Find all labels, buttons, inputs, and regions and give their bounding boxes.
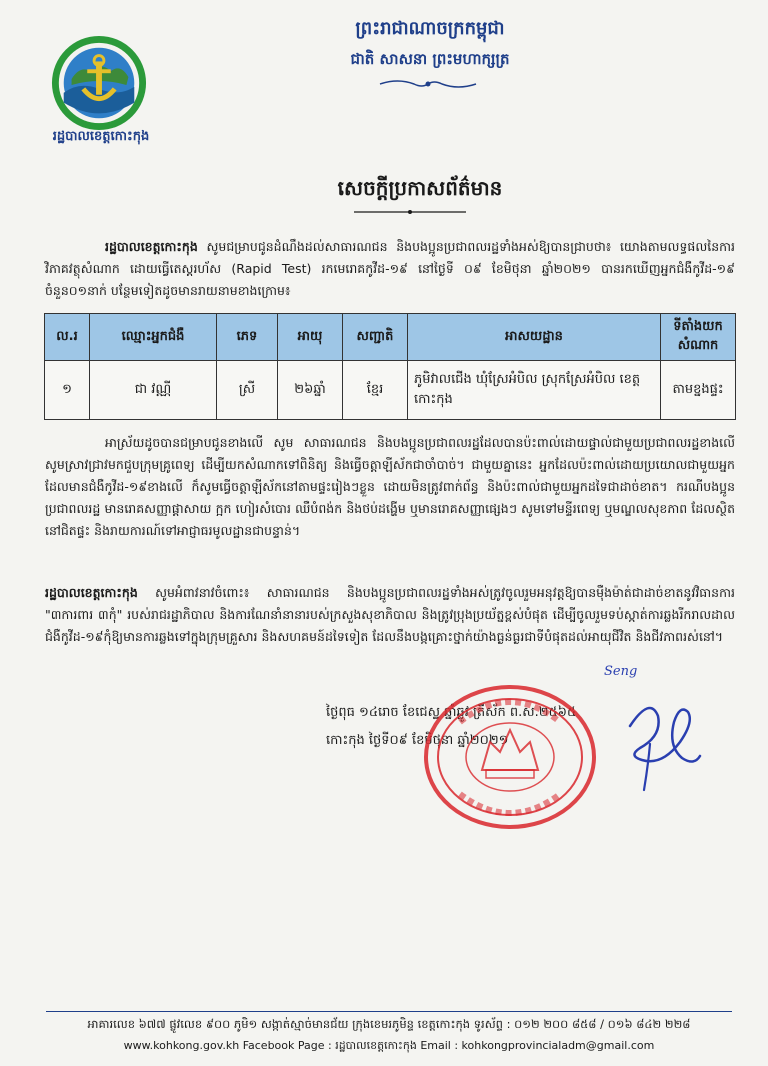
appeal-text: សូមអំពាវនាវចំពោះ៖ សាធារណជន និងបងប្អូនប្រជាពលរដ្ឋទាំងអស់ត្រូវចូលរួមអនុវត្តឱ្យបានម៉ឺងម៉ាត់ជាដាច់ខាតនូវវិធានការ "៣ការពារ ៣កុំ" របស់រាជរដ្ឋាភិបាល និងការណែនាំនានារបស់ក្រសួងសុខាភិបាល និងត្រូវប្រុងប្រយ័ត្នខ្ពស់បំផុត ដើម្បីចូលរួមទប់ស្កាត់ការឆ្លងរីករាលដាលជំងឺកូវីដ-១៩កុំឱ្យមានការឆ្លងទៅក្នុងក្រុមគ្រួសារ និងសហគមន៍ដទៃទៀត ដែលនឹងបង្កគ្រោះថ្នាក់យ៉ាងធ្ងន់ធ្ងរជាទីបំផុតដល់អាយុជីវិត និងជីវភាពរស់នៅ។: [45, 585, 735, 644]
column-header: ទីតាំងយកសំណាក: [661, 314, 736, 361]
column-header: សញ្ជាតិ: [343, 314, 408, 361]
table-cell: ជា វណ្ណី: [90, 361, 217, 420]
organization-name: រដ្ឋបាលខេត្តកោះកុង: [52, 129, 150, 144]
column-header: ល.រ: [45, 314, 90, 361]
table-cell: ស្រី: [217, 361, 278, 420]
signature-icon: [610, 686, 705, 796]
table-cell: តាមខ្នងផ្ទះ: [661, 361, 736, 420]
footer-contact: www.kohkong.gov.kh Facebook Page : រដ្ឋបាលខេត្តកោះកុង Email : kohkongprovincialadm@gmail.com: [123, 1039, 655, 1052]
table-cell: ១: [45, 361, 90, 420]
column-header: អាយុ: [278, 314, 343, 361]
table-cell: ខ្មែរ: [343, 361, 408, 420]
lunar-date: ថ្ងៃពុធ ១៤រោច ខែជេស្ឋ ឆ្នាំឆ្លូវ ត្រីស័ក ព.ស.២៥៦៥: [326, 705, 577, 720]
appeal-paragraph: [45, 582, 735, 648]
table-row: [45, 361, 736, 420]
ornament-divider-icon: [378, 76, 478, 92]
intro-lead: រដ្ឋបាលខេត្តកោះកុង: [105, 239, 198, 254]
solar-date: កោះកុង ថ្ងៃទី០៩ ខែមិថុនា ឆ្នាំ២០២១: [326, 733, 509, 748]
column-header: អាសយដ្ឋាន: [408, 314, 661, 361]
column-header: ភេទ: [217, 314, 278, 361]
intro-text: សូមជម្រាបជូនដំណឹងដល់សាធារណជន និងបងប្អូនប្រជាពលរដ្ឋទាំងអស់ឱ្យបានជ្រាបថា៖ យោងតាមលទ្ធផលនៃការវិភាគវត្ថុសំណាក ដោយធ្វើតេស្តរហ័ស (Rapid Test) រកមេរោគកូវីដ-១៩ នៅថ្ងៃទី ០៩ ខែមិថុនា ឆ្នាំ២០២១ បានរកឃើញអ្នកជំងឺកូវីដ-១៩ ចំនួន០១នាក់ បន្ថែមទៀតដូចមានរាយនាមខាងក្រោម៖: [45, 239, 735, 298]
appeal-lead: រដ្ឋបាលខេត្តកោះកុង: [45, 585, 138, 600]
column-header: ឈ្មោះអ្នកជំងឺ: [90, 314, 217, 361]
patient-table: [44, 313, 736, 420]
footer-divider: [46, 1011, 732, 1012]
official-seal-icon: [420, 682, 600, 832]
national-motto: ជាតិ សាសនា ព្រះមហាក្សត្រ: [350, 50, 510, 68]
initial-mark: Seng: [604, 664, 638, 679]
title-underline-icon: [350, 208, 470, 216]
table-header-row: [45, 314, 736, 361]
document-title: សេចក្តីប្រកាសព័ត៌មាន: [337, 176, 503, 200]
advice-paragraph: អាស្រ័យដូចបានជម្រាបជូនខាងលើ សូម សាធារណជន និងបងប្អូនប្រជាពលរដ្ឋដែលបានប៉ះពាល់ដោយផ្ទាល់ជាមួយប្រជាពលរដ្ឋខាងលើ សូមស្រាវជ្រាវមកជួបក្រុមគ្រូពេទ្យ ដើម្បីយកសំណាកទៅពិនិត្យ និងធ្វើចត្តាឡីស័កជាចាំបាច់។ ជាមួយគ្នានេះ អ្នកដែលប៉ះពាល់ដោយប្រយោលជាមួយអ្នកដែលមានជំងឺកូវីដ-១៩ខាងលើ ក៏សូមធ្វើចត្តាឡីស័កនៅតាមផ្ទះរៀងៗខ្លួន ដោយមិនត្រូវពាក់ព័ន្ធ និងប៉ះពាល់ជាមួយអ្នកដទៃជាដាច់ខាត។ ករណីបងប្អូនប្រជាពលរដ្ឋ មានរោគសញ្ញាផ្តាសាយ ក្អក ហៀរសំបោរ ឈឺបំពង់ក និងថប់ដង្ហើម ឬមានរោគសញ្ញាផ្សេងៗ សូមទៅមន្ទីរពេទ្យ ឬមណ្ឌលសុខភាព ដែលស្ថិតនៅជិតផ្ទះ និងរាយការណ៍ទៅអាជ្ញាធរមូលដ្ឋានជាបន្ទាន់។: [45, 435, 735, 538]
table-cell: ភូមិវាលជើង ឃុំស្រែអំបិល ស្រុកស្រែអំបិល ខេត្តកោះកុង: [408, 361, 661, 420]
provincial-emblem-icon: [50, 34, 148, 132]
intro-paragraph: [45, 236, 735, 302]
footer-address: អាគារលេខ ៦៧៧ ផ្លូវលេខ ៩០០ ភូមិ១ សង្កាត់ស្មាច់មានជ័យ ក្រុងខេមរភូមិន្ទ ខេត្តកោះកុង ទូរស័ព្ទ : ០១២ ២០០ ៨៥៨ / ០១៦ ៨៤២ ២២៨: [87, 1017, 691, 1031]
table-cell: ២៦ឆ្នាំ: [278, 361, 343, 420]
kingdom-heading: ព្រះរាជាណាចក្រកម្ពុជា: [355, 18, 505, 39]
